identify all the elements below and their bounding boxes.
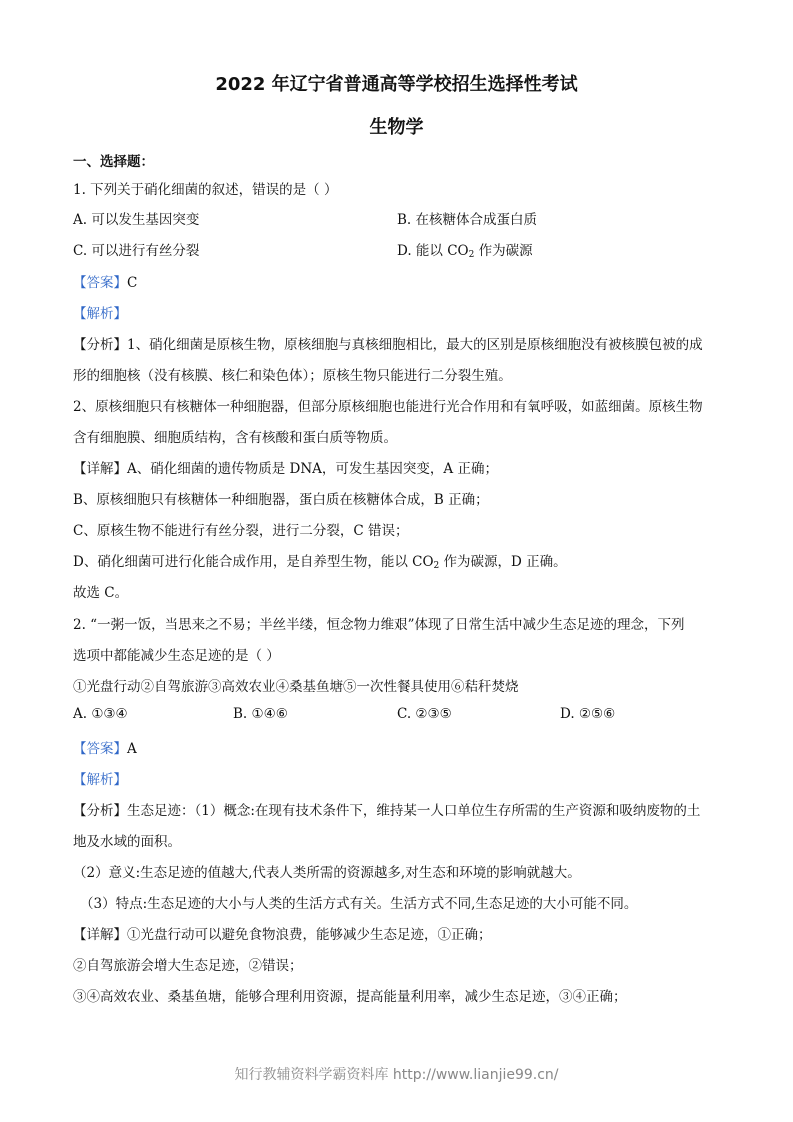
q2-analysis-3: （2）意义:生态足迹的值越大,代表人类所需的资源越多,对生态和环境的影响就越大。 bbox=[73, 865, 581, 881]
q1-detail-c: C、原核生物不能进行有丝分裂，进行二分裂，C 错误； bbox=[73, 523, 409, 539]
answer-tag: 【答案】 bbox=[73, 275, 127, 291]
q2-analysis-tag: 【解析】 bbox=[73, 772, 127, 788]
q1-option-c: C. 可以进行有丝分裂 bbox=[73, 243, 200, 259]
q1-answer: 【答案】C bbox=[73, 275, 138, 291]
q1-analysis-4: 含有细胞膜、细胞质结构，含有核酸和蛋白质等物质。 bbox=[73, 430, 397, 446]
q2-detail-3: ③④高效农业、桑基鱼塘，能够合理利用资源，提高能量利用率，减少生态足迹，③④正确； bbox=[73, 989, 627, 1005]
q1-analysis-tag: 【解析】 bbox=[73, 306, 127, 322]
q1-option-d: D. 能以 $CO_2$ 作为碳源 bbox=[397, 243, 533, 260]
q2-option-b: B. ①④⑥ bbox=[233, 706, 288, 722]
q2-stem-1: 2. “一粥一饭，当思来之不易；半丝半缕，恒念物力维艰”体现了日常生活中减少生态足迹的理念，下列 bbox=[73, 617, 685, 633]
subject-title: 生物学 bbox=[369, 117, 424, 138]
answer-tag: 【答案】 bbox=[73, 741, 127, 757]
q2-detail-2: ②自驾旅游会增大生态足迹，②错误； bbox=[73, 958, 303, 974]
footer-watermark: 知行教辅资料学霸资料库 http://www.lianjie99.cn/ bbox=[234, 1067, 559, 1083]
q1-analysis-1: 【分析】1、硝化细菌是原核生物，原核细胞与真核细胞相比，最大的区别是原核细胞没有被核膜包被的成 bbox=[73, 337, 703, 353]
q2-analysis-1: 【分析】生态足迹：（1）概念:在现有技术条件下，维持某一人口单位生存所需的生产资源和吸纳废物的土 bbox=[73, 803, 701, 819]
q2-option-a: A. ①③④ bbox=[73, 706, 128, 722]
q1-detail-b: B、原核细胞只有核糖体一种细胞器，蛋白质在核糖体合成，B 正确； bbox=[73, 492, 489, 508]
q1-stem: 1. 下列关于硝化细菌的叙述，错误的是（ ） bbox=[73, 182, 338, 198]
q1-analysis-2: 形的细胞核（没有核膜、核仁和染色体）；原核生物只能进行二分裂生殖。 bbox=[73, 368, 512, 384]
q1-detail-a: 【详解】A、硝化细菌的遗传物质是 DNA，可发生基因突变，A 正确； bbox=[73, 461, 498, 477]
q2-answer: 【答案】A bbox=[73, 741, 137, 757]
q2-analysis-2: 地及水域的面积。 bbox=[73, 834, 181, 850]
q2-option-c: C. ②③⑤ bbox=[397, 706, 452, 722]
q1-option-b: B. 在核糖体合成蛋白质 bbox=[397, 212, 538, 228]
q1-detail-d: D、硝化细菌可进行化能合成作用，是自养型生物，能以 $CO_2$ 作为碳源，D 正确。 bbox=[73, 554, 567, 571]
q2-items: ①光盘行动②自驾旅游③高效农业④桑基鱼塘⑤一次性餐具使用⑥秸秆焚烧 bbox=[73, 679, 519, 695]
exam-title: 2022 年辽宁省普通高等学校招生选择性考试 bbox=[215, 74, 578, 95]
q2-option-d: D. ②⑤⑥ bbox=[560, 706, 616, 722]
q2-detail-1: 【详解】①光盘行动可以避免食物浪费，能够减少生态足迹，①正确； bbox=[73, 927, 492, 943]
q1-analysis-3: 2、原核细胞只有核糖体一种细胞器，但部分原核细胞也能进行光合作用和有氧呼吸，如蓝细菌。原核生物 bbox=[73, 399, 703, 415]
q2-analysis-4: （3）特点:生态足迹的大小与人类的生活方式有关。生活方式不同,生态足迹的大小可能不同。 bbox=[80, 896, 638, 912]
q1-conclusion: 故选 C。 bbox=[73, 585, 129, 601]
section-heading: 一、选择题： bbox=[73, 154, 154, 170]
q2-stem-2: 选项中都能减少生态足迹的是（ ） bbox=[73, 648, 280, 664]
q1-option-a: A. 可以发生基因突变 bbox=[73, 212, 200, 228]
